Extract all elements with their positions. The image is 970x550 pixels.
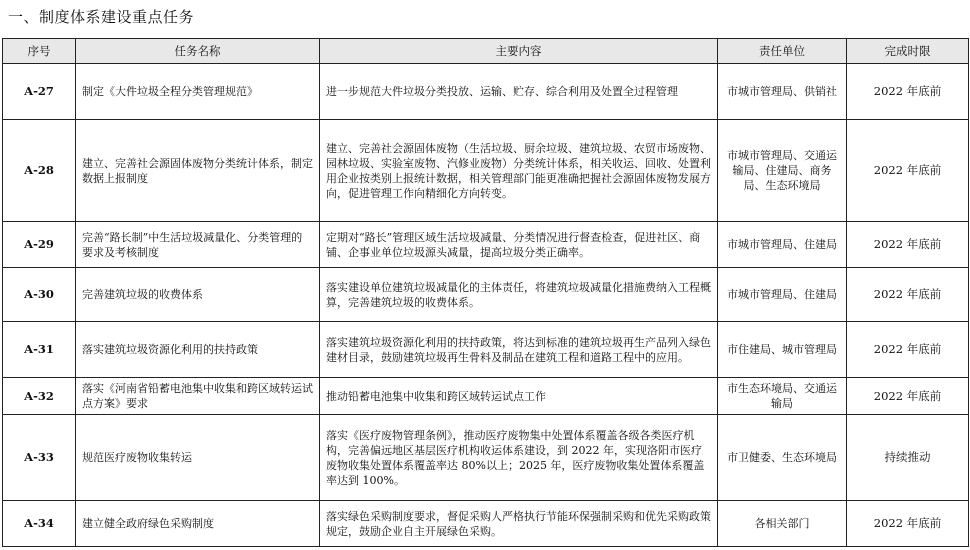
header-unit: 责任单位	[718, 39, 847, 64]
task-id: A-29	[3, 222, 76, 268]
task-unit: 市卫健委、生态环境局	[718, 415, 847, 501]
table-row	[3, 268, 969, 322]
header-content: 主要内容	[320, 39, 718, 64]
task-unit: 各相关部门	[718, 501, 847, 547]
table-row	[3, 322, 969, 378]
task-id: A-27	[3, 64, 76, 120]
task-id: A-34	[3, 501, 76, 547]
task-id: A-33	[3, 415, 76, 501]
table-row	[3, 222, 969, 268]
task-unit: 市生态环境局、交通运输局	[718, 378, 847, 415]
task-deadline: 2022 年底前	[847, 378, 969, 415]
task-content: 落实建设单位建筑垃圾减量化的主体责任，将建筑垃圾减量化措施费纳入工程概算，完善建筑垃圾的收费体系。	[320, 268, 718, 322]
task-name: 建立健全政府绿色采购制度	[76, 501, 320, 547]
task-deadline: 2022 年底前	[847, 222, 969, 268]
table-row	[3, 64, 969, 120]
task-id: A-32	[3, 378, 76, 415]
task-deadline: 2022 年底前	[847, 322, 969, 378]
task-name: 建立、完善社会源固体废物分类统计体系，制定数据上报制度	[76, 120, 320, 222]
task-deadline: 2022 年底前	[847, 268, 969, 322]
task-unit: 市城市管理局、供销社	[718, 64, 847, 120]
header-deadline: 完成时限	[847, 39, 969, 64]
task-name: 完善“路长制”中生活垃圾减量化、分类管理的要求及考核制度	[76, 222, 320, 268]
table-header-row	[3, 39, 969, 64]
task-id: A-30	[3, 268, 76, 322]
task-name: 制定《大件垃圾全程分类管理规范》	[76, 64, 320, 120]
task-name: 规范医疗废物收集转运	[76, 415, 320, 501]
table-row	[3, 378, 969, 415]
task-content: 推动铅蓄电池集中收集和跨区域转运试点工作	[320, 378, 718, 415]
task-deadline: 2022 年底前	[847, 501, 969, 547]
task-id: A-28	[3, 120, 76, 222]
task-content: 进一步规范大件垃圾分类投放、运输、贮存、综合利用及处置全过程管理	[320, 64, 718, 120]
task-name: 落实《河南省铅蓄电池集中收集和跨区域转运试点方案》要求	[76, 378, 320, 415]
table-row	[3, 120, 969, 222]
section-title: 一、制度体系建设重点任务	[8, 8, 195, 26]
task-id: A-31	[3, 322, 76, 378]
task-unit: 市住建局、城市管理局	[718, 322, 847, 378]
table-row	[3, 415, 969, 501]
task-content: 落实《医疗废物管理条例》，推动医疗废物集中处置体系覆盖各级各类医疗机构，完善偏远地区基层医疗机构收运体系建设，到 2022 年，实现洛阳市医疗废物收集处置体系覆盖率达 80%以上；2025 年，医疗废物收集处置体系覆盖率达到 100%。	[320, 415, 718, 501]
task-unit: 市城市管理局、交通运输局、住建局、商务局、生态环境局	[718, 120, 847, 222]
header-id: 序号	[3, 39, 76, 64]
task-deadline: 2022 年底前	[847, 64, 969, 120]
task-name: 完善建筑垃圾的收费体系	[76, 268, 320, 322]
task-content: 落实建筑垃圾资源化利用的扶持政策，将达到标准的建筑垃圾再生产品列入绿色建材目录，鼓励建筑垃圾再生骨料及制品在建筑工程和道路工程中的应用。	[320, 322, 718, 378]
task-table	[2, 38, 969, 547]
task-deadline: 持续推动	[847, 415, 969, 501]
header-name: 任务名称	[76, 39, 320, 64]
task-name: 落实建筑垃圾资源化利用的扶持政策	[76, 322, 320, 378]
task-content: 定期对“路长”管理区域生活垃圾减量、分类情况进行督查检查，促进社区、商铺、企事业单位垃圾源头减量，提高垃圾分类正确率。	[320, 222, 718, 268]
task-content: 建立、完善社会源固体废物（生活垃圾、厨余垃圾、建筑垃圾、农贸市场废物、园林垃圾、实验室废物、汽修业废物）分类统计体系，相关收运、回收、处置利用企业按类别上报统计数据，相关管理部门能更准确把握社会源固体废物发展方向，促进管理工作向精细化方向转变。	[320, 120, 718, 222]
task-unit: 市城市管理局、住建局	[718, 268, 847, 322]
task-content: 落实绿色采购制度要求，督促采购人严格执行节能环保强制采购和优先采购政策规定，鼓励企业自主开展绿色采购。	[320, 501, 718, 547]
table-row	[3, 501, 969, 547]
task-unit: 市城市管理局、住建局	[718, 222, 847, 268]
task-deadline: 2022 年底前	[847, 120, 969, 222]
